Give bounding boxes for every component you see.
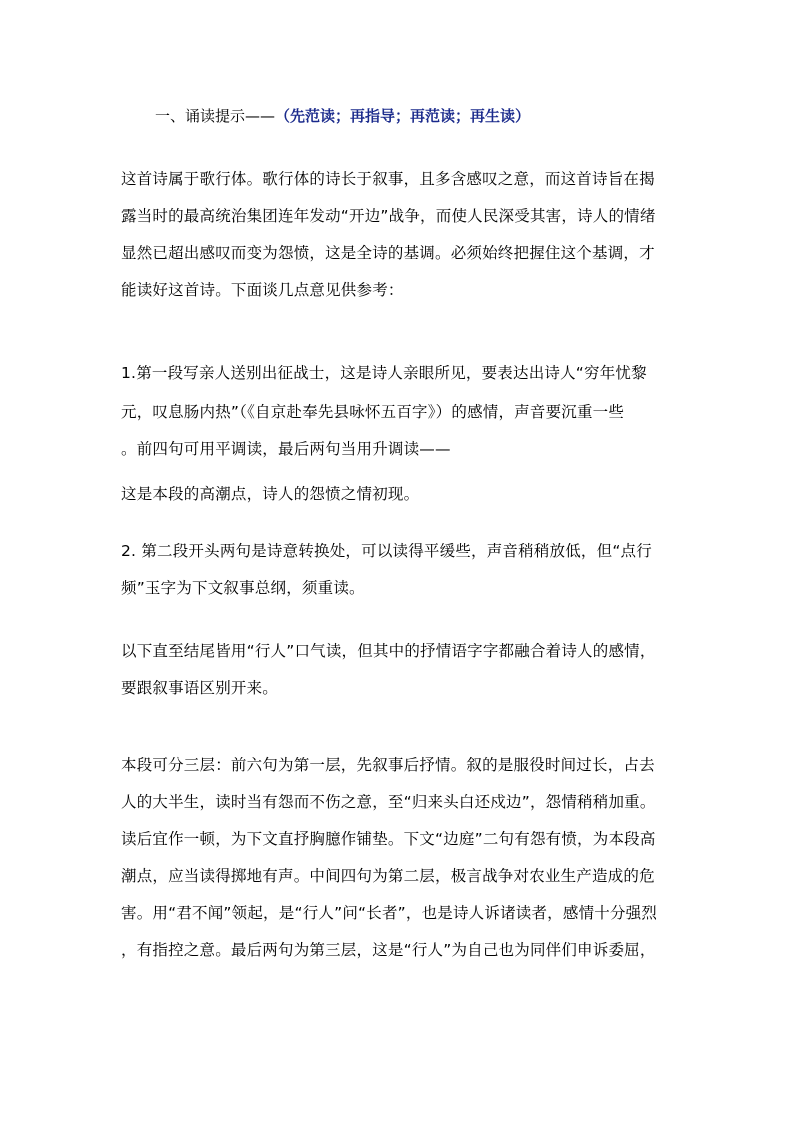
text-line: ，有指控之意。最后两句为第三层，这是“行人”为自己也为同伴们申诉委屈， [121, 941, 656, 959]
paragraph-point-2-layers [121, 747, 681, 969]
paragraph-point-2 [121, 533, 681, 607]
text-line: 以下直至结尾皆用“行人”口气读，但其中的抒情语字字都融合着诗人的感情， [121, 642, 656, 660]
text-line: 读后宜作一顿，为下文直抒胸臆作铺垫。下文“边庭”二句有怨有愤，为本段高 [121, 830, 656, 848]
text-line: 2. 第二段开头两句是诗意转换处，可以读得平缓些，声音稍稍放低，但“点行 [121, 542, 652, 560]
heading-paren-open: （ [275, 107, 291, 125]
text-line: 本段可分三层：前六句为第一层，先叙事后抒情。叙的是服役时间过长，占去 [121, 756, 655, 774]
text-line: 频”玉字为下文叙事总纲，须重读。 [121, 579, 365, 597]
text-line: 这是本段的高潮点，诗人的怨愤之情初现。 [121, 485, 420, 503]
paragraph-point-1 [121, 355, 681, 467]
paragraph-intro [121, 161, 681, 309]
text-line: 1.第一段写亲人送别出征战士，这是诗人亲眼所见，要表达出诗人“穷年忧黎 [121, 364, 647, 382]
heading-paren-close: ） [515, 107, 531, 125]
text-line: 露当时的最高统治集团连年发动“开边”战争，而使人民深受其害，诗人的情绪 [121, 207, 656, 225]
text-line: 这首诗属于歌行体。歌行体的诗长于叙事，且多含感叹之意，而这首诗旨在揭 [121, 170, 655, 188]
text-line: 。前四句可用平调读，最后两句当用升调读—— [121, 440, 451, 458]
heading-prefix: 一、诵读提示—— [155, 107, 276, 125]
text-line: 潮点，应当读得掷地有声。中间四句为第二层，极言战争对农业生产造成的危 [121, 867, 655, 885]
text-line: 害。用“君不闻”领起，是“行人”问“长者”，也是诗人诉诸读者，感情十分强烈 [121, 904, 658, 922]
paragraph-point-2-continued [121, 633, 681, 707]
text-line: 显然已超出感叹而变为怨愤，这是全诗的基调。必须始终把握住这个基调，才 [121, 244, 655, 262]
text-line: 元，叹息肠内热”（《自京赴奉先县咏怀五百字》）的感情，声音要沉重一些 [121, 403, 625, 421]
text-line: 能读好这首诗。下面谈几点意见供参考： [121, 281, 404, 299]
text-line: 要跟叙事语区别开来。 [121, 679, 279, 697]
text-line: 人的大半生，读时当有怨而不伤之意，至“归来头白还戍边”，怨情稍稍加重。 [121, 793, 656, 811]
paragraph-point-1-climax [121, 476, 681, 513]
reading-instructions: 先范读；再指导；再范读；再生读 [290, 107, 516, 125]
section-heading [155, 104, 530, 128]
